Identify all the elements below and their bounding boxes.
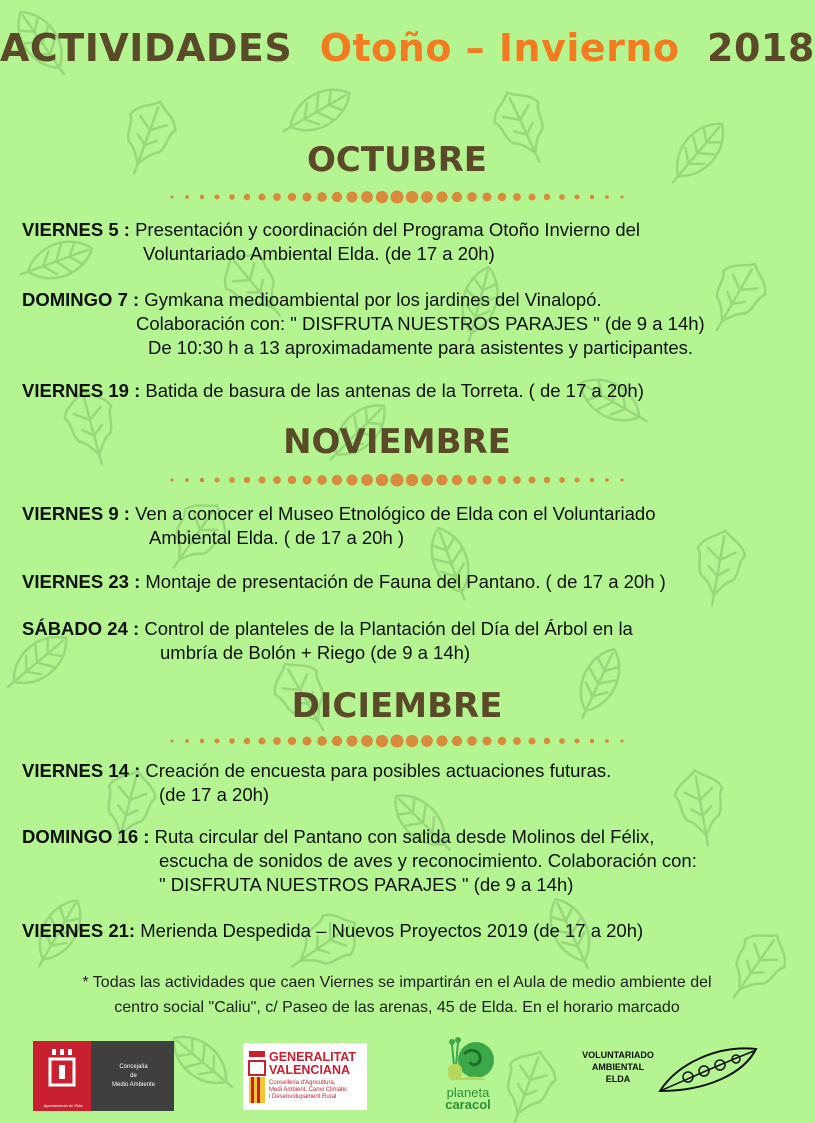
divider-dot (273, 193, 281, 201)
divider-dot (302, 192, 311, 201)
generalitat-emblem-icon (247, 1047, 267, 1107)
entry-text-line2: Voluntariado Ambiental Elda. (de 17 a 20h) (143, 243, 495, 264)
entry-text-line3: De 10:30 h a 13 aproximadamente para asistentes y participantes. (148, 337, 694, 358)
entry-day: VIERNES 14 : (22, 760, 141, 781)
divider-dot (200, 478, 204, 482)
entry-text: Batida de basura de las antenas de la Torreta. ( de 17 a 20h) (140, 380, 644, 401)
divider-dot (482, 736, 491, 745)
divider-dot (482, 192, 491, 201)
divider-dot (590, 739, 594, 743)
entry-viernes-5 (22, 218, 782, 266)
entry-day: VIERNES 23 : (22, 571, 141, 592)
divider-dot (590, 478, 594, 482)
divider-dot (482, 475, 491, 484)
divider-dot (452, 192, 462, 202)
castle-icon (33, 1041, 91, 1101)
divider-dot (421, 474, 433, 486)
dotted-divider (0, 733, 794, 749)
footnote-line1: * Todas las actividades que caen Viernes se impartirán en el Aula de medio ambiente del (82, 974, 712, 991)
divider-dot (258, 476, 265, 483)
divider-dot (467, 192, 477, 202)
divider-dot (361, 191, 373, 203)
planeta-word: planeta (446, 1085, 490, 1100)
divider-dot (391, 474, 404, 487)
divider-dot (590, 195, 594, 199)
conselleria-line1: Conselleria d'Agricultura, (269, 1080, 336, 1086)
entry-day: DOMINGO 7 : (22, 289, 140, 310)
dept-line3: Medio Ambiente (111, 1081, 156, 1088)
divider-dot (170, 739, 173, 742)
divider-dot (302, 475, 311, 484)
divider-dot (391, 191, 404, 204)
dotted-divider (0, 189, 794, 205)
divider-dot (376, 191, 388, 203)
entry-text-line2: Colaboración con: " DISFRUTA NUESTROS PARAJES " (de 9 a 14h) (136, 313, 705, 334)
divider-dot (544, 738, 550, 744)
entry-text-line3: " DISFRUTA NUESTROS PARAJES " (de 9 a 14h) (159, 874, 574, 895)
entry-text: Ven a conocer el Museo Etnológico de Elda con el Voluntariado (129, 503, 656, 524)
divider-dot (332, 475, 342, 485)
dept-line2: de (130, 1072, 137, 1079)
ayuntamiento-department (93, 1041, 174, 1111)
divider-dot (185, 739, 189, 743)
divider-dot (513, 737, 521, 745)
divider-dot (452, 475, 462, 485)
divider-dot (288, 476, 296, 484)
entry-text: Gymkana medioambiental por los jardines del Vinalopó. (139, 289, 602, 310)
poster-title (0, 26, 815, 70)
divider-dot (544, 477, 550, 483)
month-heading-november: NOVIEMBRE (283, 422, 511, 462)
divider-dot (574, 477, 579, 482)
divider-dot (467, 736, 477, 746)
entry-viernes-23 (22, 570, 782, 594)
voluntariado-line2: AMBIENTAL (591, 1062, 645, 1072)
divider-dot (620, 195, 623, 198)
divider-dot (229, 194, 235, 200)
divider-dot (229, 477, 235, 483)
divider-dot (406, 191, 418, 203)
generalitat-name (269, 1051, 356, 1077)
entry-day: DOMINGO 16 : (22, 826, 150, 847)
divider-dot (244, 477, 250, 483)
divider-dot (170, 195, 173, 198)
entry-day: SÁBADO 24 : (22, 618, 140, 639)
snail-globe-icon (442, 1036, 496, 1086)
entry-text-line2: Ambiental Elda. ( de 17 a 20h ) (149, 527, 405, 548)
divider-dot (332, 736, 342, 746)
voluntariado-line1: VOLUNTARIADO (582, 1050, 654, 1060)
entry-text-line2: umbría de Bolón + Riego (de 9 a 14h) (160, 642, 471, 663)
divider-dot (391, 735, 404, 748)
divider-dot (528, 476, 535, 483)
divider-dot (273, 476, 281, 484)
entry-text: Presentación y coordinación del Programa Otoño Invierno del (129, 219, 641, 240)
divider-dot (605, 478, 609, 482)
voluntariado-ambiental-logo (562, 1041, 758, 1097)
entry-viernes-19 (22, 379, 782, 403)
planeta-caracol-logo (438, 1036, 498, 1112)
entry-text: Control de planteles de la Plantación del Día del Árbol en la (139, 618, 633, 639)
divider-dot (214, 738, 219, 743)
divider-dot (170, 478, 173, 481)
divider-dot (376, 474, 388, 486)
entry-domingo-16 (22, 825, 782, 897)
divider-dot (200, 739, 204, 743)
divider-dot (452, 736, 462, 746)
divider-dot (346, 474, 357, 485)
dept-line1: Concejalía (119, 1063, 148, 1070)
entry-viernes-21 (22, 919, 782, 943)
footnote (20, 970, 774, 1020)
divider-dot (361, 735, 373, 747)
month-heading-december: DICIEMBRE (291, 686, 503, 726)
entry-sabado-24 (22, 617, 782, 665)
divider-dot (361, 474, 373, 486)
entry-text: Montaje de presentación de Fauna del Pantano. ( de 17 a 20h ) (140, 571, 666, 592)
divider-dot (214, 194, 219, 199)
generalitat-conselleria (269, 1080, 347, 1101)
divider-dot (346, 191, 357, 202)
divider-dot (406, 735, 418, 747)
divider-dot (513, 193, 521, 201)
divider-dot (200, 195, 204, 199)
conselleria-line3: i Desenvolupament Rural (269, 1094, 337, 1100)
ayuntamiento-emblem (33, 1041, 91, 1111)
divider-dot (559, 477, 565, 483)
divider-dot (498, 737, 506, 745)
ayuntamiento-caption: Ayuntamiento de Elda (43, 1103, 83, 1108)
divider-dot (288, 193, 296, 201)
divider-dot (421, 735, 433, 747)
divider-dot (185, 195, 189, 199)
entry-text-line2: escucha de sonidos de aves y reconocimiento. Colaboración con: (159, 850, 697, 871)
divider-dot (467, 475, 477, 485)
divider-dot (436, 474, 447, 485)
entry-day: VIERNES 9 : (22, 503, 130, 524)
title-year: 2018 (707, 26, 815, 70)
dotted-divider (0, 472, 794, 488)
divider-dot (244, 194, 250, 200)
footnote-line2: centro social "Caliu", c/ Paseo de las arenas, 45 de Elda. En el horario marcado (114, 999, 680, 1016)
divider-dot (288, 737, 296, 745)
divider-dot (258, 737, 265, 744)
divider-dot (317, 475, 327, 485)
divider-dot (528, 193, 535, 200)
divider-dot (620, 478, 623, 481)
divider-dot (574, 194, 579, 199)
ayuntamiento-elda-logo (33, 1041, 174, 1111)
entry-text: Ruta circular del Pantano con salida desde Molinos del Félix, (149, 826, 655, 847)
divider-dot (498, 476, 506, 484)
entry-text: Merienda Despedida – Nuevos Proyectos 2019 (de 17 a 20h) (135, 920, 644, 941)
divider-dot (273, 737, 281, 745)
divider-dot (346, 735, 357, 746)
divider-dot (302, 736, 311, 745)
title-activities: ACTIVIDADES (0, 26, 293, 70)
divider-dot (574, 738, 579, 743)
divider-dot (406, 474, 418, 486)
generalitat-line1: GENERALITAT (269, 1050, 357, 1064)
title-season: Otoño – Invierno (319, 26, 680, 70)
divider-dot (436, 735, 447, 746)
entry-domingo-7 (22, 288, 782, 360)
entry-day: VIERNES 5 : (22, 219, 130, 240)
divider-dot (317, 736, 327, 746)
voluntariado-line3: ELDA (605, 1074, 631, 1084)
divider-dot (229, 738, 235, 744)
generalitat-valenciana-logo (243, 1043, 367, 1110)
entry-day: VIERNES 19 : (22, 380, 141, 401)
entry-text-line2: (de 17 a 20h) (159, 784, 270, 805)
entry-viernes-14 (22, 759, 782, 807)
divider-dot (258, 193, 265, 200)
divider-dot (559, 194, 565, 200)
divider-dot (513, 476, 521, 484)
divider-dot (528, 737, 535, 744)
divider-dot (185, 478, 189, 482)
divider-dot (214, 477, 219, 482)
divider-dot (605, 195, 609, 199)
divider-dot (544, 194, 550, 200)
generalitat-line2: VALENCIANA (269, 1063, 351, 1077)
divider-dot (332, 192, 342, 202)
caracol-word: caracol (445, 1097, 491, 1112)
divider-dot (244, 738, 250, 744)
divider-dot (559, 738, 565, 744)
conselleria-line2: Medi Ambient, Canvi Climàtic (269, 1087, 348, 1093)
entry-text: Creación de encuesta para posibles actuaciones futuras. (140, 760, 612, 781)
divider-dot (317, 192, 327, 202)
divider-dot (620, 739, 623, 742)
entry-viernes-9 (22, 502, 782, 550)
divider-dot (436, 191, 447, 202)
feather-leaf-icon (658, 1043, 758, 1095)
divider-dot (605, 739, 609, 743)
divider-dot (421, 191, 433, 203)
divider-dot (376, 735, 388, 747)
entry-day: VIERNES 21: (22, 920, 136, 941)
divider-dot (498, 193, 506, 201)
month-heading-october: OCTUBRE (307, 140, 487, 180)
